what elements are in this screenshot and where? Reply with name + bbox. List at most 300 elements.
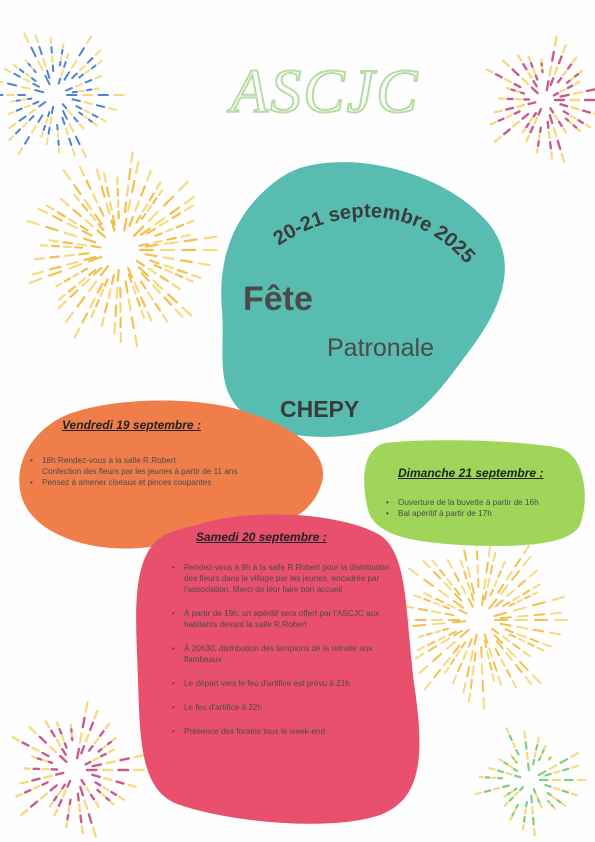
list-item: Confection des fleurs par les jeunes à partir de 11 ans bbox=[42, 467, 238, 476]
firework-ray bbox=[435, 631, 440, 632]
firework-ray bbox=[20, 69, 24, 72]
firework-ray bbox=[505, 79, 511, 82]
firework-ray bbox=[147, 171, 151, 180]
firework-ray bbox=[424, 579, 433, 586]
firework-ray bbox=[46, 119, 47, 123]
firework-ray bbox=[495, 111, 502, 113]
firework-ray bbox=[26, 74, 30, 77]
firework-ray bbox=[445, 668, 448, 673]
firework-ray bbox=[543, 750, 544, 752]
firework-ray bbox=[534, 113, 536, 116]
firework-ray bbox=[86, 787, 89, 791]
firework-ray bbox=[552, 597, 564, 600]
firework-ray bbox=[517, 600, 522, 602]
firework-ray bbox=[29, 279, 41, 283]
firework-ray bbox=[551, 613, 561, 614]
firework-ray bbox=[458, 664, 461, 671]
firework-ray bbox=[501, 660, 504, 666]
firework-ray bbox=[534, 789, 535, 792]
firework-ray bbox=[99, 749, 102, 751]
firework-ray bbox=[177, 225, 183, 228]
firework-ray bbox=[507, 115, 512, 117]
firework-ray bbox=[35, 258, 44, 259]
firework-ray bbox=[102, 318, 104, 327]
firework-ray bbox=[13, 737, 19, 740]
firework-ray bbox=[554, 93, 558, 95]
firework-ray bbox=[69, 287, 75, 292]
firework-ray bbox=[17, 794, 22, 796]
firework-ray bbox=[557, 800, 560, 802]
green-blob bbox=[364, 440, 585, 546]
firework-ray bbox=[537, 648, 543, 651]
firework-ray bbox=[33, 102, 38, 104]
firework-ray bbox=[89, 120, 92, 122]
firework-ray bbox=[439, 590, 448, 597]
firework-ray bbox=[429, 646, 437, 651]
firework-ray bbox=[469, 599, 473, 607]
firework-ray bbox=[434, 572, 440, 579]
firework-ray bbox=[32, 78, 36, 81]
firework-ray bbox=[498, 771, 503, 773]
firework-ray bbox=[473, 666, 474, 674]
firework-ray bbox=[59, 800, 62, 806]
firework-ray bbox=[107, 204, 110, 214]
firework-ray bbox=[455, 594, 461, 601]
dimanche-heading: Dimanche 21 septembre : bbox=[398, 466, 544, 480]
firework-ray bbox=[176, 310, 183, 317]
firework-ray bbox=[32, 779, 39, 781]
firework-ray bbox=[116, 782, 123, 784]
firework-ray bbox=[523, 114, 529, 119]
firework-ray bbox=[93, 194, 97, 202]
firework-ray bbox=[578, 120, 582, 123]
dimanche-list bbox=[386, 497, 586, 519]
firework-ray bbox=[46, 722, 49, 728]
firework-ray bbox=[79, 113, 82, 115]
firework-ray bbox=[96, 300, 99, 306]
firework-ray bbox=[84, 116, 87, 118]
firework-ray bbox=[469, 694, 470, 702]
firework-ray bbox=[99, 224, 104, 230]
firework-ray bbox=[78, 297, 85, 306]
firework-ray bbox=[533, 592, 538, 594]
firework-ray bbox=[80, 124, 83, 128]
firework-ray bbox=[62, 50, 63, 54]
firework-ray bbox=[444, 658, 450, 665]
firework-ray bbox=[83, 314, 88, 323]
firework-ray bbox=[31, 48, 35, 57]
firework-ray bbox=[61, 199, 68, 205]
list-item: • Le départ vers le feu d'artifice est prévu à 21h bbox=[172, 678, 402, 689]
firework-ray bbox=[96, 802, 99, 806]
firework-ray bbox=[29, 109, 35, 113]
firework-ray bbox=[495, 137, 501, 142]
firework-ray bbox=[36, 35, 38, 42]
firework-ray bbox=[101, 290, 104, 296]
firework-ray bbox=[502, 562, 504, 568]
firework-ray bbox=[554, 771, 559, 773]
firework-ray bbox=[455, 573, 459, 581]
firework-ray bbox=[44, 776, 51, 778]
firework-ray bbox=[30, 727, 36, 733]
firework-ray bbox=[575, 74, 578, 76]
firework-ray bbox=[464, 572, 466, 579]
firework-ray bbox=[506, 728, 508, 732]
firework-ray bbox=[142, 311, 145, 318]
firework-ray bbox=[503, 786, 509, 787]
firework-ray bbox=[566, 119, 568, 121]
firework-ray bbox=[8, 112, 13, 114]
firework-ray bbox=[89, 746, 92, 751]
firework-ray bbox=[492, 674, 494, 681]
firework-ray bbox=[41, 245, 48, 246]
firework-ray bbox=[464, 551, 466, 561]
firework-ray bbox=[558, 78, 561, 82]
firework-ray bbox=[94, 88, 98, 89]
firework-ray bbox=[146, 254, 157, 256]
firework-ray bbox=[511, 755, 512, 756]
firework-ray bbox=[96, 50, 101, 55]
firework-ray bbox=[491, 590, 493, 596]
firework-ray bbox=[510, 604, 515, 606]
firework-ray bbox=[489, 546, 490, 556]
firework-ray bbox=[563, 46, 566, 53]
firework-ray bbox=[79, 75, 83, 78]
firework-ray bbox=[578, 129, 580, 131]
firework-ray bbox=[507, 572, 512, 580]
firework-ray bbox=[61, 70, 63, 75]
firework-ray bbox=[60, 756, 66, 762]
firework-ray bbox=[154, 241, 162, 243]
firework-ray bbox=[129, 300, 131, 311]
firework-ray bbox=[506, 653, 512, 660]
firework-ray bbox=[14, 65, 18, 68]
firework-ray bbox=[528, 73, 531, 78]
firework-ray bbox=[507, 590, 514, 596]
firework-ray bbox=[65, 72, 70, 79]
firework-ray bbox=[562, 154, 564, 162]
firework-ray bbox=[98, 61, 102, 64]
firework-ray bbox=[54, 797, 56, 801]
firework-ray bbox=[50, 117, 51, 123]
firework-ray bbox=[515, 776, 520, 778]
firework-ray bbox=[531, 796, 532, 803]
firework-ray bbox=[43, 753, 49, 756]
firework-ray bbox=[541, 754, 542, 756]
firework-ray bbox=[75, 328, 80, 337]
firework-ray bbox=[141, 298, 145, 307]
firework-ray bbox=[23, 123, 27, 127]
firework-ray bbox=[66, 313, 73, 322]
firework-ray bbox=[67, 54, 69, 59]
firework-ray bbox=[513, 122, 519, 127]
firework-ray bbox=[150, 194, 154, 201]
firework-ray bbox=[100, 208, 104, 216]
firework-ray bbox=[499, 571, 501, 577]
firework-ray bbox=[522, 79, 528, 85]
firework-ray bbox=[64, 170, 70, 179]
firework-ray bbox=[552, 52, 554, 61]
firework-ray bbox=[79, 253, 88, 254]
firework-ray bbox=[100, 731, 103, 736]
firework-ray bbox=[539, 109, 541, 114]
firework-ray bbox=[126, 282, 128, 293]
firework-ray bbox=[537, 148, 538, 152]
firework-ray bbox=[38, 115, 42, 122]
firework-ray bbox=[69, 219, 76, 223]
firework-ray bbox=[74, 185, 80, 194]
firework-ray bbox=[561, 95, 569, 97]
firework-ray bbox=[40, 737, 46, 743]
firework-ray bbox=[163, 315, 167, 322]
firework-ray bbox=[121, 758, 129, 760]
firework-ray bbox=[73, 274, 78, 277]
firework-ray bbox=[535, 118, 537, 123]
firework-ray bbox=[60, 62, 61, 66]
firework-ray bbox=[487, 69, 493, 72]
list-item: • À partir de 19h, un apéritif sera offert par l'ASCJC aux habitants devant la salle R.Robert bbox=[172, 608, 402, 630]
firework-ray bbox=[539, 135, 540, 139]
firework-ray bbox=[550, 803, 551, 804]
firework-ray bbox=[65, 278, 70, 281]
firework-ray bbox=[550, 115, 552, 123]
firework-ray bbox=[512, 90, 515, 91]
firework-ray bbox=[461, 561, 463, 568]
firework-ray bbox=[434, 603, 440, 605]
firework-ray bbox=[539, 771, 546, 775]
vendredi-list bbox=[30, 455, 330, 488]
firework-ray bbox=[443, 606, 449, 608]
firework-ray bbox=[78, 244, 87, 245]
firework-ray bbox=[76, 137, 80, 145]
firework-ray bbox=[549, 132, 550, 138]
firework-ray bbox=[38, 758, 41, 759]
firework-ray bbox=[63, 791, 66, 797]
firework-ray bbox=[132, 181, 134, 192]
firework-ray bbox=[564, 129, 567, 133]
firework-ray bbox=[69, 124, 73, 132]
firework-ray bbox=[22, 87, 30, 89]
firework-ray bbox=[192, 275, 200, 278]
firework-ray bbox=[540, 804, 541, 807]
firework-ray bbox=[495, 613, 507, 616]
firework-ray bbox=[10, 124, 16, 128]
firework-ray bbox=[62, 118, 64, 124]
firework-ray bbox=[17, 109, 22, 111]
firework-ray bbox=[454, 601, 463, 608]
firework-ray bbox=[508, 793, 510, 794]
firework-ray bbox=[550, 108, 553, 112]
firework-ray bbox=[25, 105, 30, 107]
firework-ray bbox=[53, 216, 62, 221]
firework-ray bbox=[20, 117, 26, 121]
firework-ray bbox=[453, 676, 456, 683]
firework-ray bbox=[72, 60, 77, 67]
firework-ray bbox=[533, 675, 541, 683]
firework-ray bbox=[129, 169, 130, 179]
firework-ray bbox=[524, 546, 529, 554]
firework-ray bbox=[64, 62, 66, 67]
firework-ray bbox=[495, 581, 497, 587]
firework-ray bbox=[39, 209, 48, 214]
firework-ray bbox=[568, 86, 572, 88]
firework-ray bbox=[489, 600, 496, 609]
firework-ray bbox=[24, 79, 30, 82]
event-town: CHEPY bbox=[280, 396, 360, 422]
firework-ray bbox=[514, 769, 517, 771]
firework-ray bbox=[427, 633, 432, 634]
firework-ray bbox=[475, 635, 477, 645]
firework-ray bbox=[68, 111, 71, 115]
firework-ray bbox=[58, 791, 61, 795]
firework-ray bbox=[483, 681, 484, 691]
firework-ray bbox=[35, 90, 43, 92]
firework-ray bbox=[510, 798, 513, 801]
svg-text:20-21 septembre 2025 bbox=[270, 200, 480, 267]
firework-ray bbox=[531, 127, 533, 132]
firework-ray bbox=[163, 257, 174, 259]
firework-ray bbox=[205, 237, 217, 239]
firework-ray bbox=[58, 212, 65, 216]
firework-ray bbox=[199, 263, 210, 265]
firework-ray bbox=[512, 813, 513, 815]
firework-ray bbox=[82, 780, 85, 784]
firework-ray bbox=[92, 775, 99, 777]
firework-ray bbox=[17, 100, 20, 101]
firework-ray bbox=[550, 633, 560, 635]
firework-ray bbox=[475, 653, 476, 661]
firework-ray bbox=[101, 754, 106, 756]
firework-ray bbox=[98, 790, 101, 792]
firework-ray bbox=[49, 128, 50, 134]
firework-ray bbox=[484, 579, 485, 589]
list-item: • Pensez à amener ciseaux et pinces coupantes bbox=[30, 477, 330, 488]
firework-ray bbox=[409, 569, 418, 576]
firework-ray bbox=[92, 311, 95, 317]
firework-ray bbox=[114, 323, 115, 334]
firework-ray bbox=[167, 238, 175, 240]
firework-ray bbox=[86, 220, 93, 226]
firework-ray bbox=[62, 749, 65, 755]
firework-ray bbox=[98, 231, 105, 237]
firework-ray bbox=[516, 750, 518, 754]
firework-ray bbox=[554, 128, 556, 136]
firework-ray bbox=[71, 290, 78, 297]
firework-ray bbox=[554, 807, 555, 808]
firework-ray bbox=[513, 70, 519, 76]
firework-ray bbox=[526, 802, 527, 807]
firework-ray bbox=[91, 795, 94, 799]
firework-ray bbox=[161, 276, 168, 281]
firework-ray bbox=[43, 782, 48, 784]
firework-ray bbox=[448, 579, 452, 585]
firework-ray bbox=[117, 288, 118, 299]
firework-ray bbox=[579, 71, 582, 73]
firework-ray bbox=[88, 58, 93, 63]
firework-ray bbox=[533, 602, 545, 605]
firework-ray bbox=[50, 803, 53, 807]
firework-ray bbox=[33, 748, 39, 751]
firework-ray bbox=[96, 782, 101, 785]
firework-ray bbox=[563, 71, 566, 75]
firework-ray bbox=[533, 760, 534, 764]
firework-ray bbox=[34, 786, 39, 788]
firework-ray bbox=[586, 125, 590, 128]
firework-ray bbox=[77, 749, 79, 758]
firework-ray bbox=[513, 743, 515, 747]
firework-ray bbox=[185, 206, 193, 211]
firework-ray bbox=[165, 242, 177, 244]
firework-ray bbox=[563, 791, 568, 793]
firework-ray bbox=[9, 136, 13, 140]
firework-ray bbox=[544, 746, 545, 748]
firework-ray bbox=[14, 74, 20, 77]
firework-ray bbox=[504, 130, 510, 135]
firework-ray bbox=[571, 78, 573, 80]
firework-ray bbox=[456, 651, 459, 656]
firework-ray bbox=[134, 755, 142, 757]
firework-ray bbox=[551, 152, 552, 158]
firework-ray bbox=[49, 271, 61, 275]
firework-ray bbox=[50, 267, 60, 270]
firework-ray bbox=[164, 298, 171, 305]
firework-ray bbox=[567, 81, 570, 83]
firework-ray bbox=[61, 56, 62, 60]
firework-ray bbox=[62, 736, 64, 740]
firework-ray bbox=[21, 782, 28, 784]
firework-ray bbox=[439, 637, 445, 640]
firework-ray bbox=[24, 34, 28, 42]
firework-ray bbox=[137, 261, 144, 266]
firework-ray bbox=[471, 594, 473, 601]
firework-ray bbox=[523, 129, 525, 132]
firework-ray bbox=[525, 596, 530, 598]
firework-ray bbox=[86, 735, 89, 742]
firework-ray bbox=[156, 182, 160, 189]
firework-ray bbox=[494, 553, 496, 561]
firework-ray bbox=[513, 597, 519, 601]
firework-ray bbox=[39, 102, 45, 106]
firework-ray bbox=[41, 133, 42, 137]
firework-ray bbox=[523, 64, 526, 69]
firework-ray bbox=[517, 627, 527, 629]
event-dates: 20-21 septembre 2025 bbox=[269, 200, 480, 268]
firework-ray bbox=[561, 89, 565, 91]
firework-ray bbox=[148, 206, 151, 211]
firework-ray bbox=[476, 793, 482, 794]
firework-ray bbox=[70, 800, 71, 805]
firework-ray bbox=[563, 769, 568, 771]
firework-ray bbox=[109, 289, 111, 297]
firework-ray bbox=[63, 111, 67, 119]
firework-ray bbox=[573, 58, 576, 62]
firework-ray bbox=[110, 202, 112, 211]
firework-ray bbox=[467, 667, 469, 677]
firework-ray bbox=[524, 817, 525, 822]
firework-ray bbox=[73, 99, 80, 101]
firework-ray bbox=[135, 202, 139, 211]
firework-ray bbox=[41, 794, 47, 799]
firework-ray bbox=[419, 609, 427, 611]
firework-ray bbox=[128, 200, 130, 211]
firework-ray bbox=[16, 129, 20, 133]
firework-ray bbox=[28, 99, 31, 100]
firework-ray bbox=[26, 60, 28, 62]
firework-ray bbox=[511, 791, 513, 792]
firework-ray bbox=[548, 801, 549, 802]
firework-ray bbox=[113, 738, 116, 740]
firework-ray bbox=[143, 205, 147, 212]
